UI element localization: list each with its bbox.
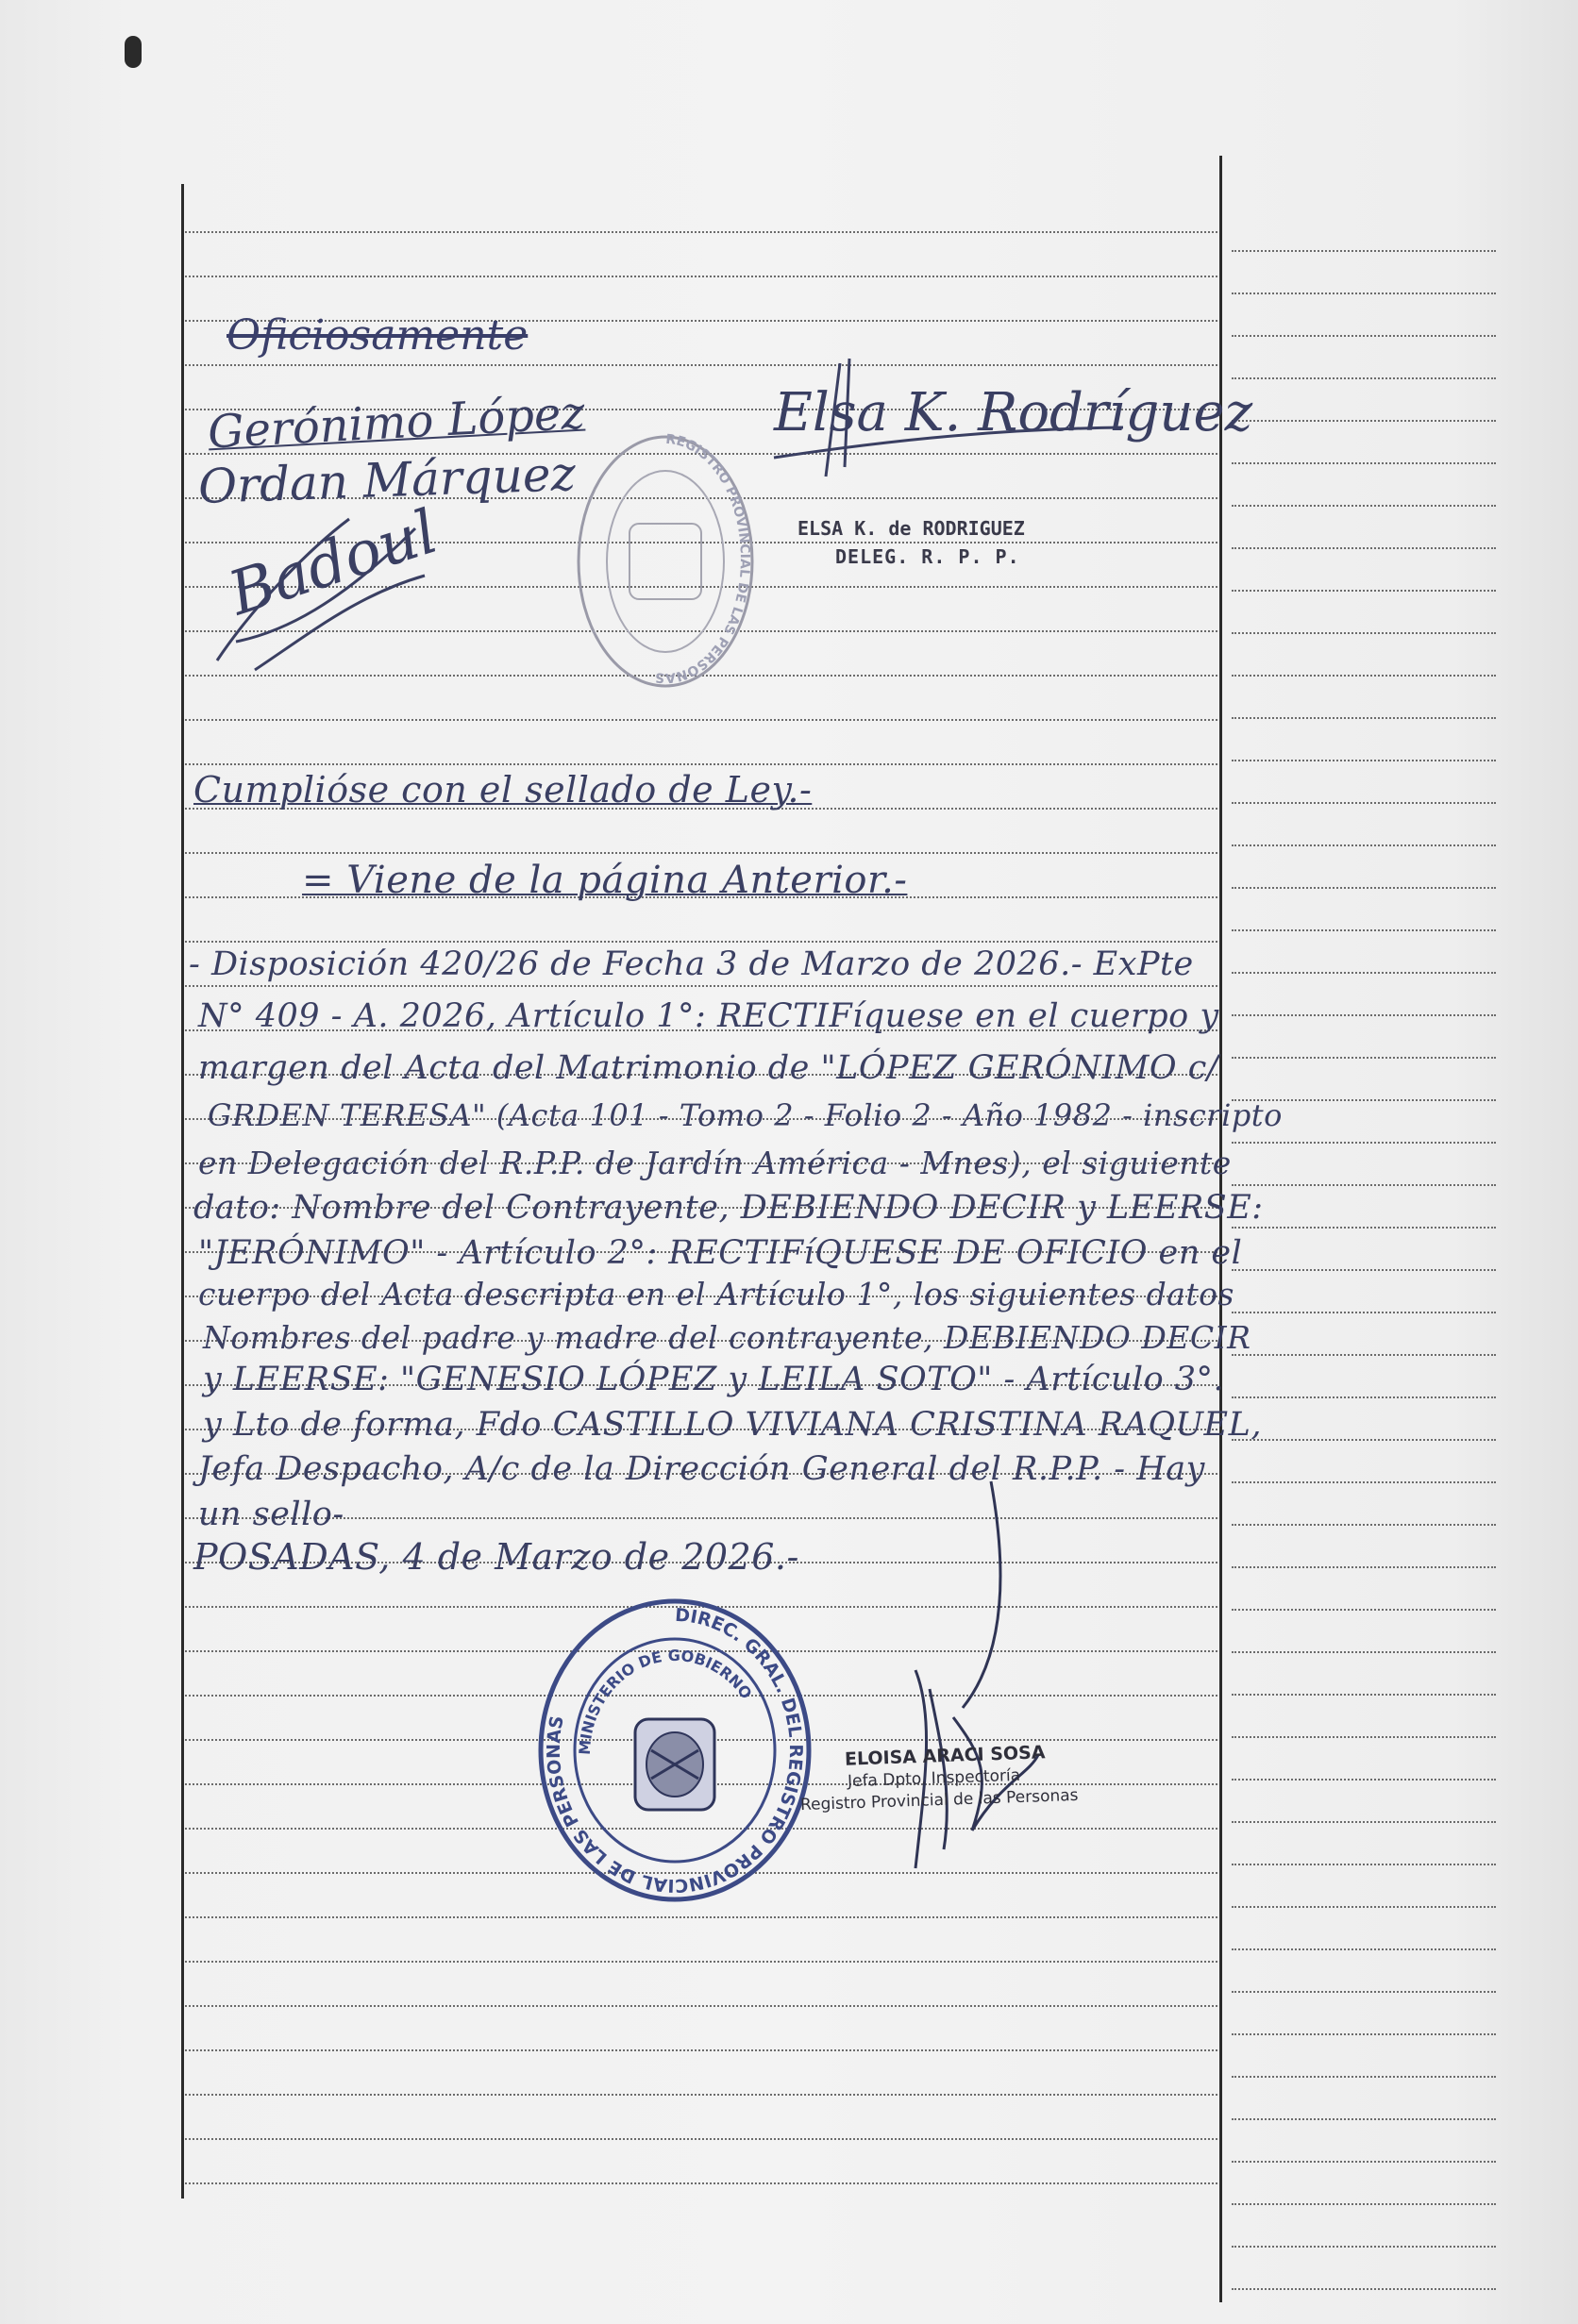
- delegate-signature-text: Elsa K. Rodríguez: [774, 382, 1253, 443]
- side-rule-line: [1232, 972, 1496, 974]
- side-rule-line: [1232, 1566, 1496, 1568]
- side-rule-line: [1232, 2033, 1496, 2035]
- side-rule-line: [1232, 1481, 1496, 1483]
- signature-2-text: Gerónimo López: [206, 386, 586, 460]
- top-seal-text: REGISTRO PROVINCIAL DE LAS PERSONAS: [654, 431, 753, 686]
- side-rule-line: [1232, 1524, 1496, 1526]
- body-line-10: y LEERSE: "GENESIO LÓPEZ y LEILA SOTO" - Artículo 3°.: [203, 1361, 1225, 1398]
- body-line-6: dato: Nombre del Contrayente, DEBIENDO DECIR y LEERSE:: [193, 1189, 1264, 1227]
- right-margin-line: [1219, 156, 1222, 2302]
- side-rule-line: [1232, 2288, 1496, 2290]
- side-rule-line: [1232, 760, 1496, 761]
- side-rule-line: [1232, 675, 1496, 677]
- side-rule-line: [1232, 377, 1496, 379]
- side-rule-line: [1232, 1396, 1496, 1398]
- bottom-seal: [533, 1595, 816, 1906]
- rule-line: [185, 2005, 1217, 2007]
- body-line-11: y Lto de forma, Fdo CASTILLO VIVIANA CRISTINA RAQUEL,: [203, 1406, 1262, 1444]
- svg-text:REGISTRO PROVINCIAL DE LAS PER: [654, 432, 752, 685]
- side-rule-line: [1232, 1864, 1496, 1865]
- body-line-9: Nombres del padre y madre del contrayente, DEBIENDO DECIR: [203, 1319, 1251, 1356]
- side-rule-line: [1232, 420, 1496, 422]
- side-rule-line: [1232, 1694, 1496, 1696]
- side-rule-line: [1232, 1142, 1496, 1144]
- official-office: Registro Provincial de las Personas: [799, 1785, 1079, 1815]
- signature-4-flourish: [198, 491, 444, 679]
- signature-1-text: Oficiosamente: [227, 311, 529, 359]
- body-line-4: GRDEN TERESA" (Acta 101 - Tomo 2 - Folio 2 - Año 1982 - inscripto: [208, 1097, 1283, 1133]
- side-rule-line: [1232, 2076, 1496, 2078]
- side-rule-line: [1232, 250, 1496, 252]
- delegate-signature: [774, 382, 1252, 443]
- side-rule-line: [1232, 2246, 1496, 2248]
- rule-line: [185, 985, 1217, 987]
- side-rule-line: [1232, 1906, 1496, 1908]
- side-rule-line: [1232, 2203, 1496, 2205]
- body-line-2: N° 409 - A. 2026, Artículo 1°: RECTIFíquese en el cuerpo y: [198, 997, 1219, 1035]
- official-name: ELOISA ARACI SOSA: [844, 1742, 1046, 1770]
- side-rule-line: [1232, 590, 1496, 592]
- side-rule-line: [1232, 1312, 1496, 1313]
- official-title: Jefa Dpto. Inspectoría: [847, 1765, 1021, 1792]
- rule-line: [185, 2094, 1217, 2096]
- side-rule-line: [1232, 505, 1496, 507]
- side-rule-line: [1232, 2161, 1496, 2163]
- side-rule-line: [1232, 1779, 1496, 1781]
- rule-line: [185, 276, 1217, 277]
- coat-of-arms-icon: [635, 1719, 714, 1810]
- rule-line: [185, 231, 1217, 233]
- side-rule-line: [1232, 1354, 1496, 1356]
- side-rule-line: [1232, 1736, 1496, 1738]
- side-rule-line: [1232, 1057, 1496, 1059]
- rule-line: [185, 2049, 1217, 2051]
- rule-line: [185, 763, 1217, 765]
- body-line-5: en Delegación del R.P.P. de Jardín América - Mnes), el siguiente: [198, 1145, 1232, 1181]
- signature-1: [227, 311, 528, 359]
- side-rule-line: [1232, 335, 1496, 337]
- side-rule-line: [1232, 1184, 1496, 1186]
- side-rule-line: [1232, 1609, 1496, 1611]
- side-rule-line: [1232, 2118, 1496, 2120]
- rule-line: [185, 941, 1217, 943]
- side-rule-line: [1232, 887, 1496, 889]
- sealing-note: Cumplióse con el sellado de Ley.-: [193, 769, 813, 811]
- rule-line: [185, 2138, 1217, 2140]
- rule-line: [185, 852, 1217, 854]
- side-rule-line: [1232, 1439, 1496, 1441]
- delegate-title: DELEG. R. P. P.: [835, 545, 1020, 568]
- left-margin-line: [181, 184, 184, 2199]
- bottom-seal-outer-text: DIREC. GRAL. DEL REGISTRO PROVINCIAL DE LAS PERSONAS: [543, 1604, 806, 1897]
- side-rule-line: [1232, 1014, 1496, 1016]
- date-line: POSADAS, 4 de Marzo de 2026.-: [193, 1536, 799, 1578]
- side-rule-line: [1232, 1227, 1496, 1229]
- side-ruled-lines: [1232, 0, 1505, 2324]
- rule-line: [185, 2182, 1217, 2184]
- side-rule-line: [1232, 547, 1496, 549]
- rule-line: [185, 1961, 1217, 1963]
- side-rule-line: [1232, 462, 1496, 464]
- side-rule-line: [1232, 844, 1496, 846]
- binder-hole: [125, 36, 142, 68]
- side-rule-line: [1232, 293, 1496, 294]
- signature-3-text: Ordan Márquez: [197, 446, 577, 514]
- body-line-12: Jefa Despacho, A/c de la Dirección General del R.P.P. - Hay: [198, 1450, 1205, 1488]
- side-rule-line: [1232, 802, 1496, 804]
- side-rule-line: [1232, 1991, 1496, 1993]
- side-rule-line: [1232, 1821, 1496, 1823]
- body-line-7: "JERÓNIMO" - Artículo 2°: RECTIFíQUESE DE OFICIO en el: [198, 1234, 1243, 1272]
- continuation-note: = Viene de la página Anterior.-: [302, 859, 908, 902]
- top-seal: [571, 425, 760, 698]
- signature-4-text: Badoul: [221, 496, 446, 630]
- bottom-seal-inner-text: MINISTERIO DE GOBIERNO: [575, 1646, 756, 1756]
- body-line-3: margen del Acta del Matrimonio de "LÓPEZ GERÓNIMO c/: [198, 1049, 1219, 1087]
- official-signature: [849, 1472, 1095, 1906]
- body-line-13: un sello-: [198, 1496, 344, 1533]
- rule-line: [185, 1916, 1217, 1918]
- side-rule-line: [1232, 717, 1496, 719]
- side-rule-line: [1232, 1651, 1496, 1653]
- side-rule-line: [1232, 1948, 1496, 1950]
- delegate-name: ELSA K. de RODRIGUEZ: [797, 517, 1025, 540]
- body-line-1: - Disposición 420/26 de Fecha 3 de Marzo de 2026.- ExPte: [189, 945, 1194, 983]
- side-rule-line: [1232, 929, 1496, 931]
- body-line-8: cuerpo del Acta descripta en el Artículo 1°, los siguientes datos: [198, 1276, 1234, 1312]
- side-rule-line: [1232, 1269, 1496, 1271]
- rule-line: [185, 719, 1217, 721]
- side-rule-line: [1232, 632, 1496, 634]
